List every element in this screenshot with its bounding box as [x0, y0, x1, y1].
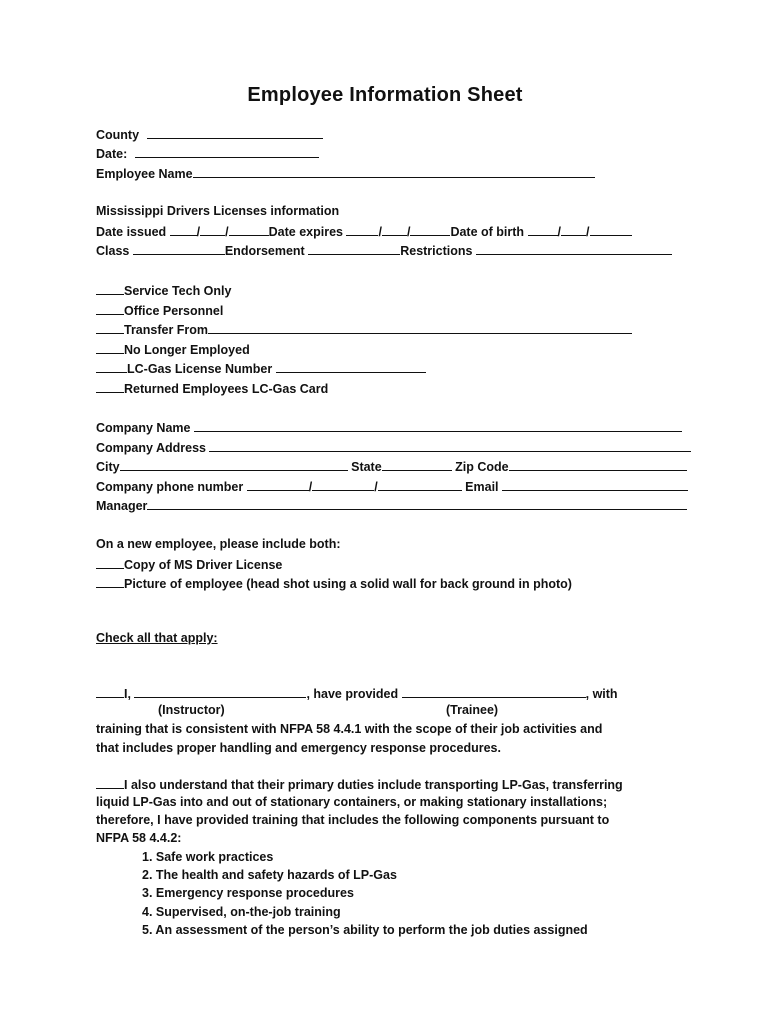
training-row [96, 685, 618, 701]
class-field[interactable] [133, 242, 225, 255]
service-tech-checkbox[interactable] [96, 282, 124, 295]
service-tech-row [96, 282, 231, 298]
check-all-heading [96, 630, 218, 646]
date-slash: / [586, 225, 590, 239]
training-i-label: I, [124, 687, 131, 701]
phone-slash: / [308, 480, 313, 494]
date-slash: / [557, 225, 562, 239]
phone-label: Company phone number [96, 480, 244, 494]
manager-row [96, 497, 687, 513]
no-longer-employed-label: No Longer Employed [124, 343, 250, 357]
county-field[interactable] [147, 126, 323, 139]
restrictions-label: Restrictions [400, 244, 473, 258]
city-field[interactable] [120, 458, 348, 471]
duties-row [96, 776, 623, 792]
state-field[interactable] [382, 458, 452, 471]
transfer-from-label: Transfer From [124, 323, 209, 337]
lc-gas-license-row [96, 360, 426, 376]
email-label: Email [465, 480, 499, 494]
copy-license-label: Copy of MS Driver License [124, 558, 283, 572]
no-longer-employed-checkbox[interactable] [96, 341, 124, 354]
date-slash: / [225, 225, 229, 239]
duties-line3: therefore, I have provided training that includes the following components pursuant to [96, 813, 610, 827]
instructor-caption: (Instructor) [158, 703, 225, 717]
endorsement-field[interactable] [308, 242, 400, 255]
company-name-row [96, 419, 682, 435]
list-item: 3. Emergency response procedures [142, 886, 354, 901]
date-of-birth-label: Date of birth [450, 225, 525, 239]
restrictions-field[interactable] [476, 242, 672, 255]
office-personnel-checkbox[interactable] [96, 302, 124, 315]
list-item: 4. Supervised, on-the-job training [142, 904, 341, 919]
duties-line2: liquid LP-Gas into and out of stationary containers, or making stationary installations; [96, 795, 608, 809]
office-personnel-label: Office Personnel [124, 304, 224, 318]
picture-label: Picture of employee (head shot using a solid wall for back ground in photo) [124, 577, 572, 591]
office-personnel-row [96, 302, 223, 318]
transfer-from-row [96, 321, 632, 337]
phone-slash: / [374, 480, 378, 494]
county-label: County [96, 128, 140, 142]
license-dates-row [96, 223, 632, 239]
zip-label: Zip Code [455, 460, 509, 474]
new-employee-heading: On a new employee, please include both: [96, 537, 341, 551]
dob-day-field[interactable] [561, 223, 586, 236]
list-item: 2. The health and safety hazards of LP-Gas [142, 868, 397, 883]
date-expires-day-field[interactable] [382, 223, 407, 236]
returned-card-checkbox[interactable] [96, 380, 124, 393]
duties-components-list [142, 848, 588, 939]
company-address-label: Company Address [96, 441, 206, 455]
check-all-label: Check all that apply: [96, 631, 218, 645]
date-expires-label: Date expires [268, 225, 343, 239]
transfer-from-checkbox[interactable] [96, 321, 124, 334]
phone-number-field[interactable] [378, 478, 462, 491]
phone-area-field[interactable] [247, 478, 309, 491]
duties-line1: I also understand that their primary duties include transporting LP-Gas, transferring [124, 778, 623, 792]
company-address-row [96, 439, 691, 455]
date-label: Date: [96, 147, 128, 161]
date-issued-label: Date issued [96, 225, 167, 239]
endorsement-label: Endorsement [224, 244, 305, 258]
company-address-field[interactable] [209, 439, 691, 452]
date-issued-day-field[interactable] [200, 223, 225, 236]
dob-year-field[interactable] [590, 223, 632, 236]
phone-prefix-field[interactable] [312, 478, 374, 491]
duties-checkbox[interactable] [96, 776, 124, 789]
copy-license-row [96, 556, 282, 572]
lc-gas-license-field[interactable] [276, 360, 426, 373]
city-label: City [96, 460, 120, 474]
training-text-line2: that includes proper handling and emergency response procedures. [96, 741, 501, 755]
duties-line4: NFPA 58 4.4.2: [96, 831, 182, 845]
trainee-field[interactable] [402, 685, 586, 698]
date-issued-month-field[interactable] [170, 223, 197, 236]
phone-email-row [96, 478, 688, 494]
transfer-from-field[interactable] [208, 321, 632, 334]
returned-card-row [96, 380, 328, 396]
lc-gas-license-checkbox[interactable] [96, 360, 127, 373]
date-slash: / [406, 225, 411, 239]
returned-card-label: Returned Employees LC-Gas Card [124, 382, 329, 396]
license-class-row [96, 242, 672, 258]
state-label: State [351, 460, 382, 474]
dob-month-field[interactable] [528, 223, 558, 236]
date-issued-year-field[interactable] [229, 223, 269, 236]
date-expires-year-field[interactable] [410, 223, 450, 236]
service-tech-label: Service Tech Only [124, 284, 232, 298]
employee-name-field[interactable] [193, 165, 595, 178]
no-longer-employed-row [96, 341, 250, 357]
with-label: , with [585, 687, 618, 701]
date-slash: / [196, 225, 201, 239]
license-heading: Mississippi Drivers Licenses information [96, 204, 340, 218]
picture-checkbox[interactable] [96, 575, 124, 588]
training-text-line1: training that is consistent with NFPA 58 4.4.1 with the scope of their job activities and [96, 722, 603, 736]
city-state-zip-row [96, 458, 687, 474]
county-row [96, 126, 323, 142]
manager-field[interactable] [147, 497, 687, 510]
have-provided-label: , have provided [306, 687, 399, 701]
date-field[interactable] [135, 145, 319, 158]
date-row [96, 145, 319, 161]
date-slash: / [378, 225, 382, 239]
list-item: 1. Safe work practices [142, 850, 274, 864]
zip-field[interactable] [509, 458, 687, 471]
company-name-field[interactable] [194, 419, 682, 432]
email-field[interactable] [502, 478, 688, 491]
list-item: 5. An assessment of the person’s ability to perform the job duties assigned [142, 922, 588, 937]
date-expires-month-field[interactable] [346, 223, 378, 236]
employee-name-label: Employee Name [96, 167, 193, 181]
trainee-caption: (Trainee) [446, 703, 499, 717]
company-name-label: Company Name [96, 421, 191, 435]
page-title: Employee Information Sheet [247, 84, 523, 106]
instructor-field[interactable] [134, 685, 306, 698]
copy-license-checkbox[interactable] [96, 556, 124, 569]
lc-gas-license-label: LC-Gas License Number [127, 362, 273, 376]
picture-row [96, 575, 572, 591]
manager-label: Manager [96, 499, 148, 513]
class-label: Class [96, 244, 130, 258]
training-checkbox[interactable] [96, 685, 124, 698]
employee-name-row [96, 165, 595, 181]
